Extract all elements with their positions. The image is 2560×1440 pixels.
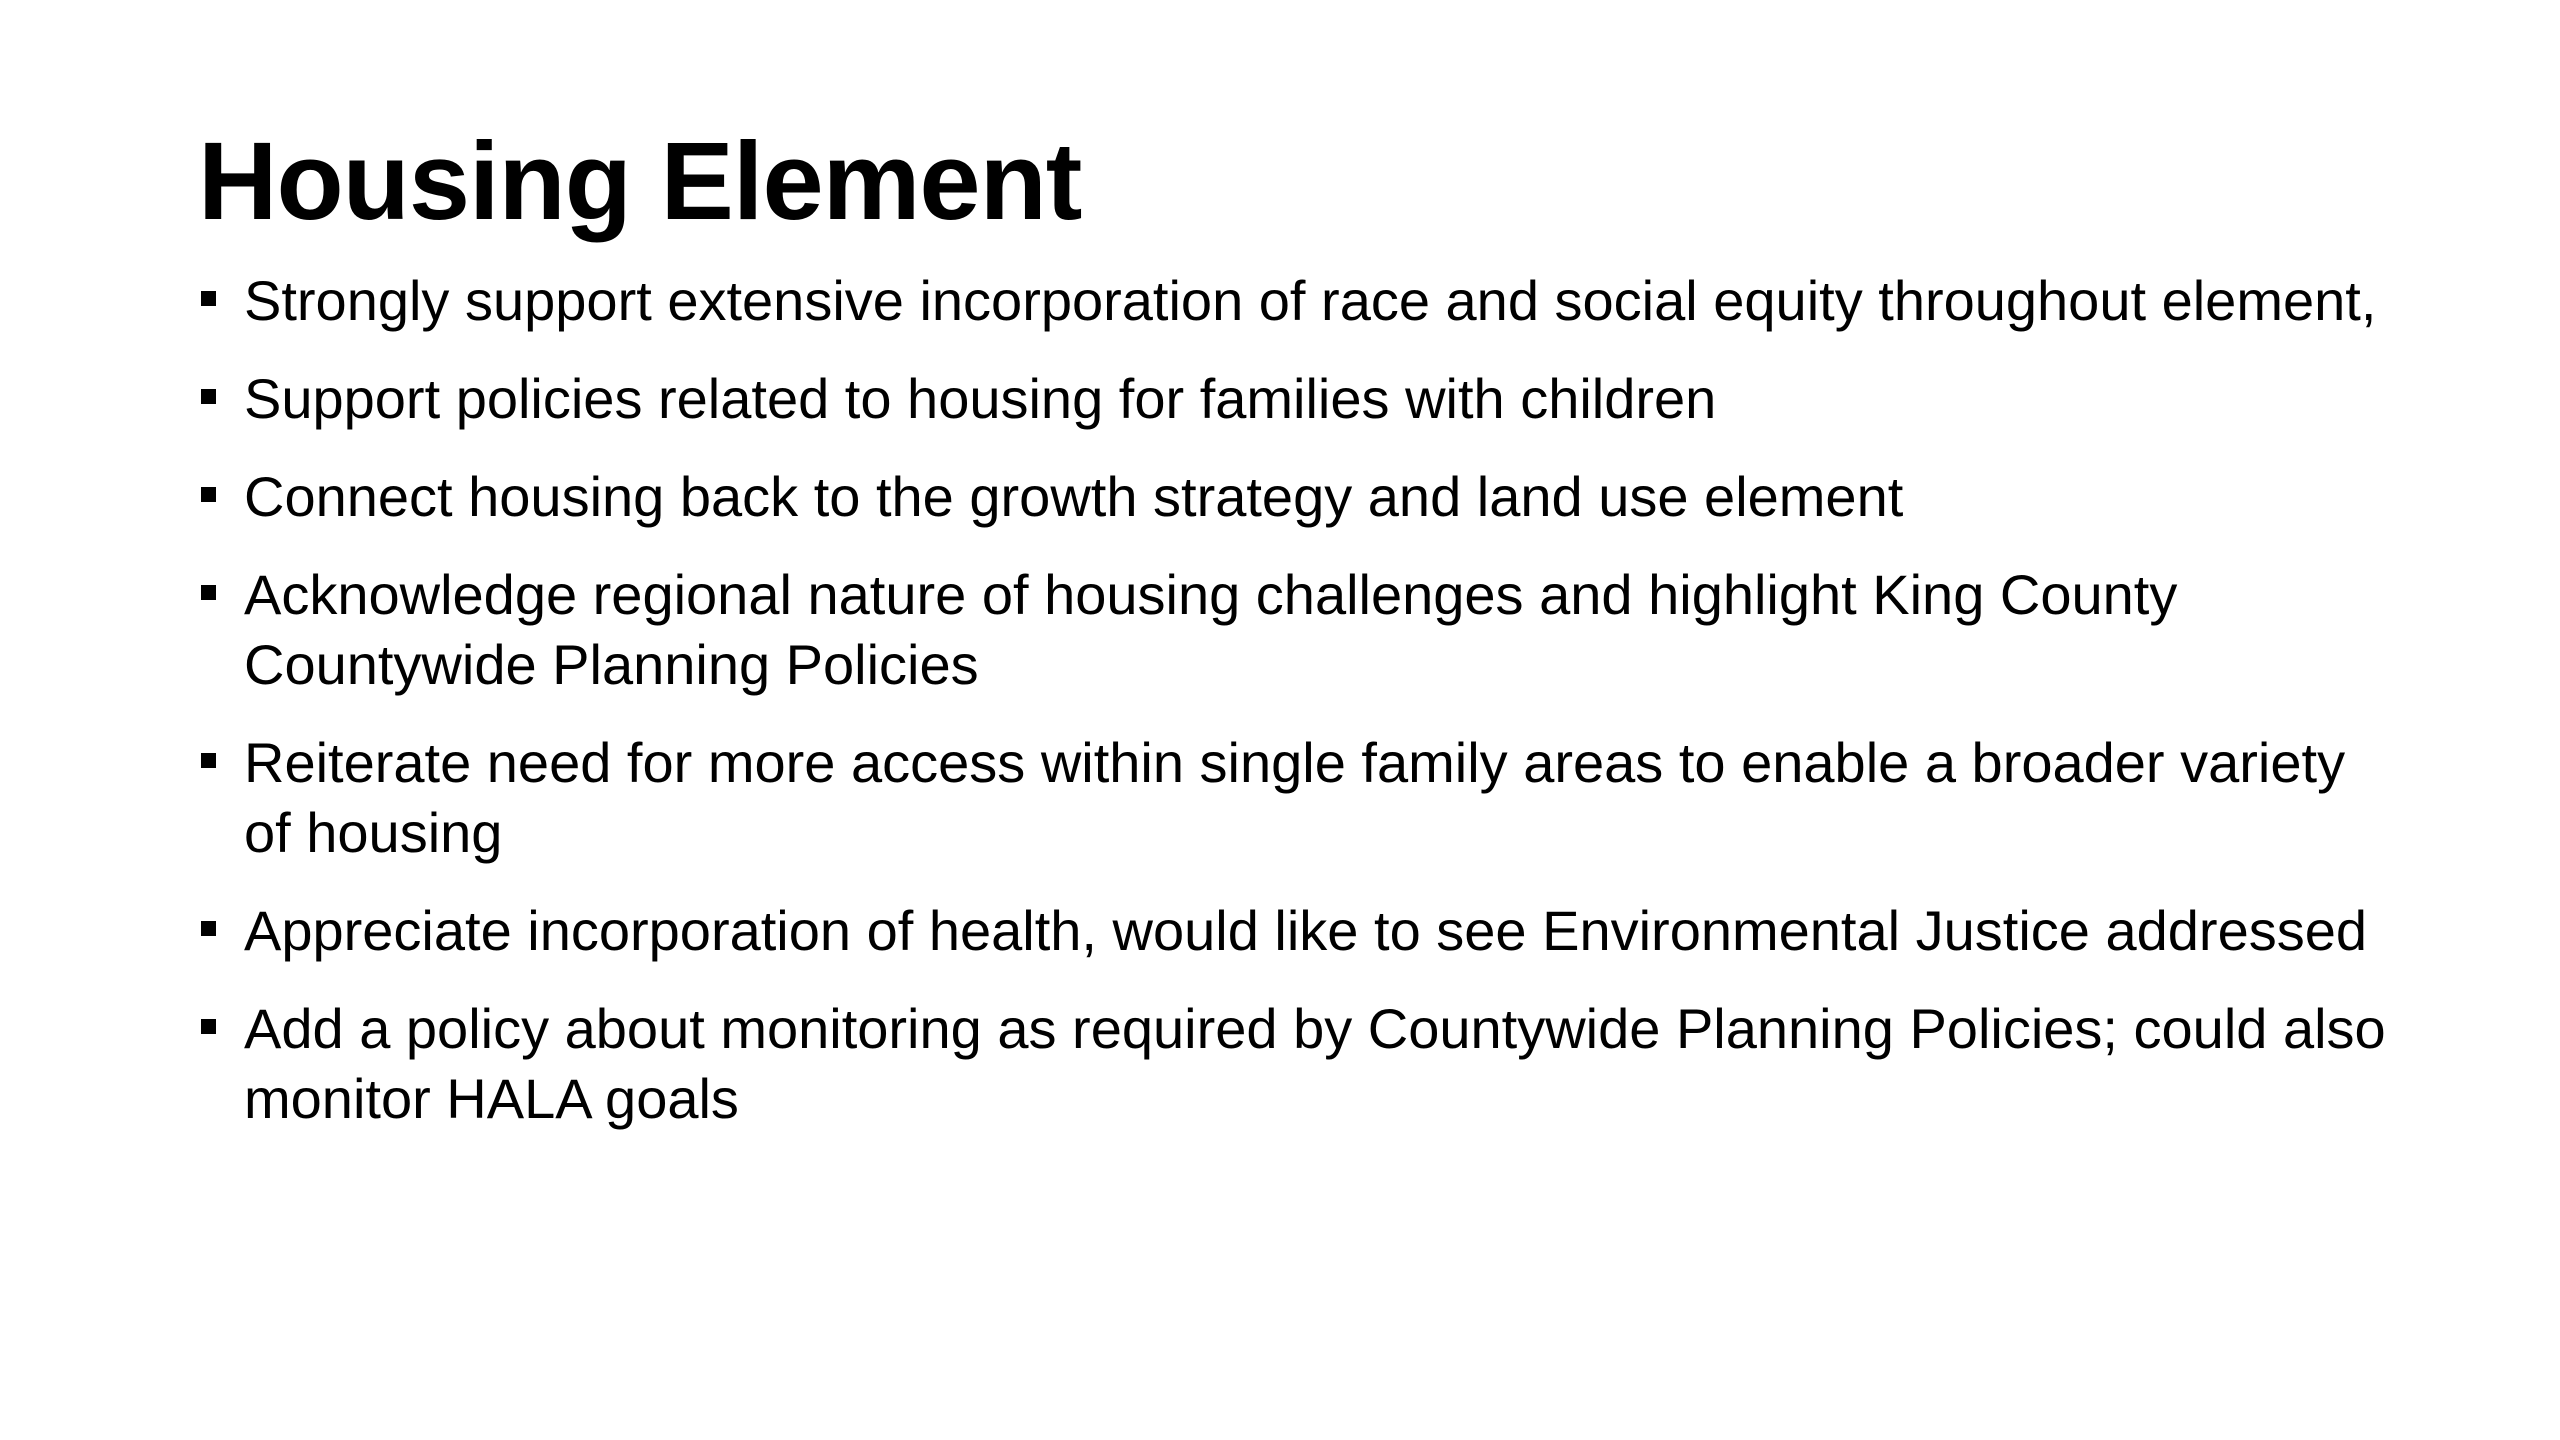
bullet-text: Reiterate need for more access within single family areas to enable a broader variety of housing: [244, 731, 2346, 864]
slide-title: Housing Element: [198, 120, 1082, 243]
bullet-item-growth-strategy: [198, 462, 2398, 532]
bullet-text: Acknowledge regional nature of housing challenges and highlight King County Countywide Planning Policies: [244, 563, 2178, 696]
bullet-item-single-family-access: [198, 728, 2398, 868]
square-bullet-icon: [201, 1019, 216, 1034]
square-bullet-icon: [201, 487, 216, 502]
bullet-item-regional-nature: [198, 560, 2398, 700]
bullet-item-families: [198, 364, 2398, 434]
square-bullet-icon: [201, 585, 216, 600]
bullet-text: Add a policy about monitoring as required by Countywide Planning Policies; could also monitor HALA goals: [244, 997, 2386, 1130]
bullet-text: Connect housing back to the growth strategy and land use element: [244, 465, 1904, 528]
square-bullet-icon: [201, 389, 216, 404]
square-bullet-icon: [201, 753, 216, 768]
bullet-list: [198, 266, 2398, 1162]
bullet-item-health-justice: [198, 896, 2398, 966]
bullet-item-race-equity: [198, 266, 2398, 336]
square-bullet-icon: [201, 921, 216, 936]
bullet-text: Support policies related to housing for families with children: [244, 367, 1717, 430]
bullet-text: Strongly support extensive incorporation of race and social equity throughout element,: [244, 269, 2377, 332]
square-bullet-icon: [201, 291, 216, 306]
bullet-item-monitoring: [198, 994, 2398, 1134]
bullet-text: Appreciate incorporation of health, would like to see Environmental Justice addressed: [244, 899, 2367, 962]
